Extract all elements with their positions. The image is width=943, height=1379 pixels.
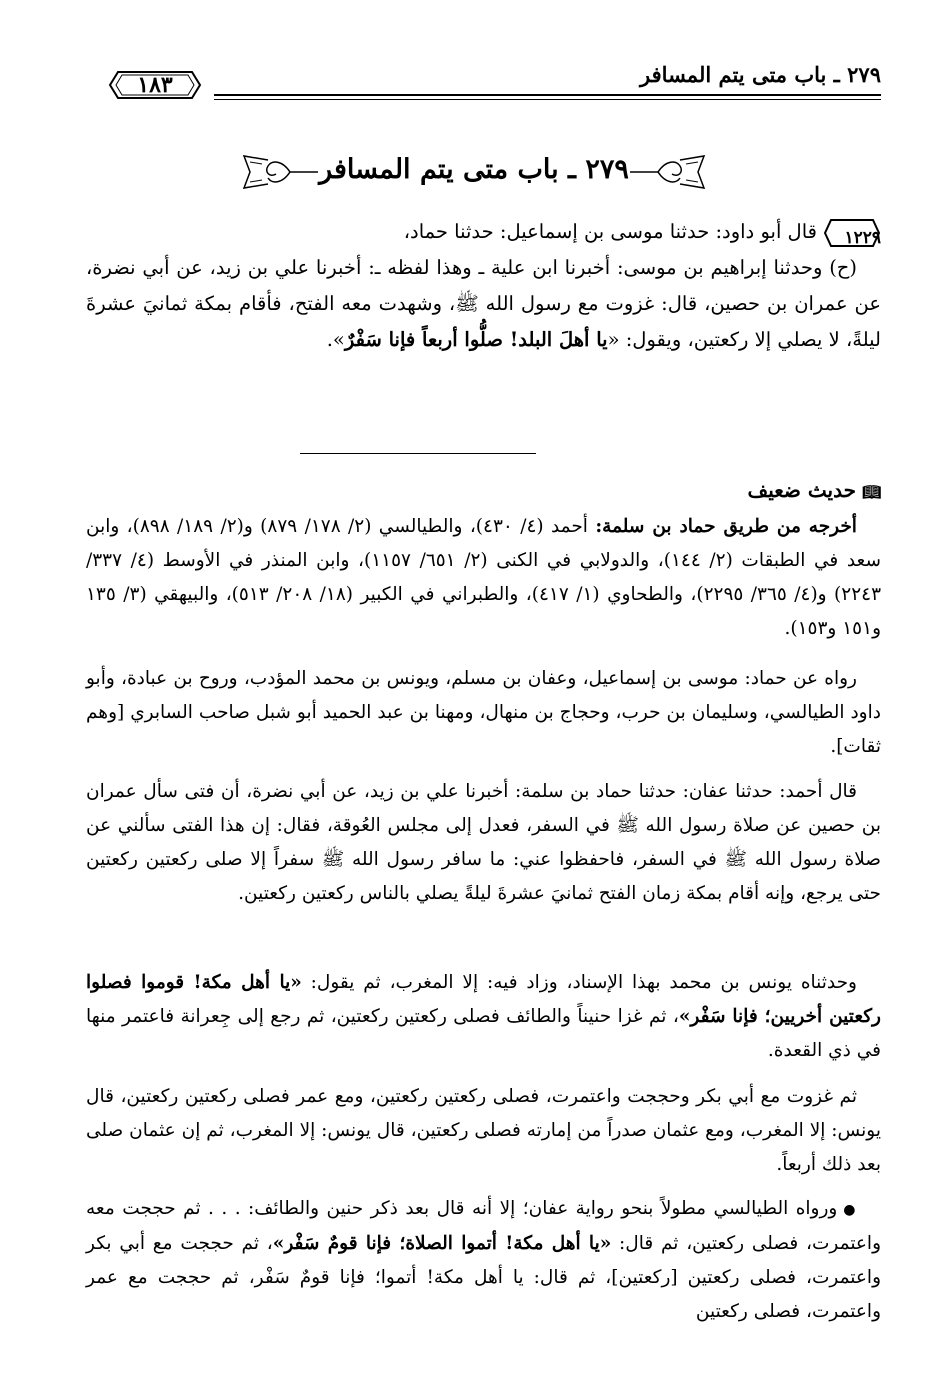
tayalisi-quote: «يا أهل مكة! أتموا الصلاة؛ فإنا قومٌ سَفْر» <box>272 1233 612 1254</box>
hadith-text <box>86 214 881 358</box>
page-number: ١٨٣ <box>137 72 173 98</box>
book-icon: 📖︎ <box>861 483 881 501</box>
hadith-grade <box>748 478 881 502</box>
hadith-line1-text: قال أبو داود: حدثنا موسى بن إسماعيل: حدثنا حماد، <box>403 220 817 243</box>
footnote-separator <box>300 453 536 454</box>
hadith-number-badge <box>823 218 881 248</box>
tayalisi-paragraph <box>86 1192 881 1329</box>
hadith-quote-end: ». <box>326 328 345 351</box>
takhrij-paragraph <box>86 510 881 646</box>
umar-paragraph: ثم غزوت مع أبي بكر وحججت واعتمرت، فصلى ركعتين ركعتين، ومع عمر فصلى ركعتين ركعتين، قال يونس: إلا المغرب، ومع عثمان صدراً من إمارته فصلى ركعتين، قال يونس: إلا المغرب، ثم إن عثمان صلى بعد ذلك أربعاً. <box>86 1086 881 1175</box>
ornament-left-icon <box>240 152 320 192</box>
header-rule <box>214 94 881 96</box>
page-number-badge <box>108 70 202 100</box>
bullet-icon: ● <box>843 1202 857 1218</box>
hadith-line-1 <box>86 214 881 250</box>
narrators-paragraph: رواه عن حماد: موسى بن إسماعيل، وعفان بن مسلم، ويونس بن محمد المؤدب، وروح بن عبادة، وأبو داود الطيالسي، وسليمان بن حرب، وحجاج بن منهال، ومهنا بن عبد الحميد أبو شبل صاحب السابري [وهم ثقات]. <box>86 668 881 757</box>
grade-label: حديث ضعيف <box>747 478 856 502</box>
hadith-quote: يا أهلَ البلد! صلُّوا أربعاً فإنا سَفْرٌ <box>344 328 608 351</box>
header-rule-thin <box>214 99 881 100</box>
yunus-quote: «يا أهل مكة! قوموا فصلوا ركعتين أخريين؛ فإنا سَفْر» <box>86 972 881 1027</box>
ornament-right-icon <box>628 152 708 192</box>
hadith-paragraph <box>86 250 881 358</box>
chapter-title: ٢٧٩ ـ باب متى يتم المسافر <box>319 154 629 185</box>
hadith-body: (ح) وحدثنا إبراهيم بن موسى: أخبرنا ابن علية ـ وهذا لفظه ـ: أخبرنا علي بن زيد، عن أبي نضرة، عن عمران بن حصين، قال: غزوت مع رسول الله ﷺ، وشهدت معه الفتح، فأقام بمكة ثمانيَ عشرةَ ليلةً، لا يصلي إلا ركعتين، ويقول: « <box>86 256 881 351</box>
running-header <box>88 62 881 102</box>
tayalisi-start: ورواه الطيالسي مطولاً بنحو رواية عفان؛ إلا أنه قال بعد ذكر حنين والطائف: . . . ثم حججت معه واعتمرت، فصلى ركعتين، ثم قال: <box>86 1198 882 1254</box>
yunus-start: وحدثناه يونس بن محمد بهذا الإسناد، وزاد فيه: إلا المغرب، ثم يقول: <box>301 972 857 993</box>
tayalisi-end: ، ثم حججت مع أبي بكر واعتمرت، فصلى ركعتين [ركعتين]، ثم قال: يا أهل مكة! أتموا؛ فإنا قومٌ سَفْر، ثم حججت مع عمر واعتمرت، فصلى ركعتين <box>86 1233 881 1322</box>
takhrij-lead: أخرجه من طريق حماد بن سلمة: <box>595 516 857 537</box>
chapter-heading <box>240 148 708 204</box>
yunus-paragraph <box>86 966 881 1068</box>
ahmad-paragraph: قال أحمد: حدثنا عفان: حدثنا حماد بن سلمة: أخبرنا علي بن زيد، عن أبي نضرة، أن فتى سأل عمران بن حصين عن صلاة رسول الله ﷺ في السفر، فعدل إلى مجلس العُوقة، فقال: إن هذا الفتى سألني عن صلاة رسول الله ﷺ في السفر، فاحفظوا عني: ما سافر رسول الله ﷺ سفراً إلا صلى ركعتين ركعتين حتى يرجع، وإنه أقام بمكة زمان الفتح ثمانيَ عشرةَ ليلةً يصلي بالناس ركعتين ركعتين. <box>86 781 881 904</box>
running-title: ٢٧٩ ـ باب متى يتم المسافر <box>640 62 881 87</box>
hadith-number: ١٢٢٩ <box>844 227 881 248</box>
yunus-end: ، ثم غزا حنيناً والطائف فصلى ركعتين ركعتين، ثم رجع إلى جِعرانة فاعتمر منها في ذي القعدة. <box>86 1006 881 1061</box>
takhrij-text: أحمد (٤/ ٤٣٠)، والطيالسي (٢/ ١٧٨/ ٨٧٩) و(٢/ ١٨٩/ ٨٩٨)، وابن سعد في الطبقات (٢/ ١٤٤)، والدولابي في الكنى (٢/ ٦٥١/ ١١٥٧)، وابن المنذر في الأوسط (٤/ ٣٣٧/ ٢٢٤٣) و(٤/ ٣٦٥/ ٢٢٩٥)، والطحاوي (١/ ٤١٧)، والطبراني في الكبير (١٨/ ٢٠٨/ ٥١٣)، والبيهقي (٣/ ١٣٥ و١٥١ و١٥٣). <box>86 516 882 639</box>
